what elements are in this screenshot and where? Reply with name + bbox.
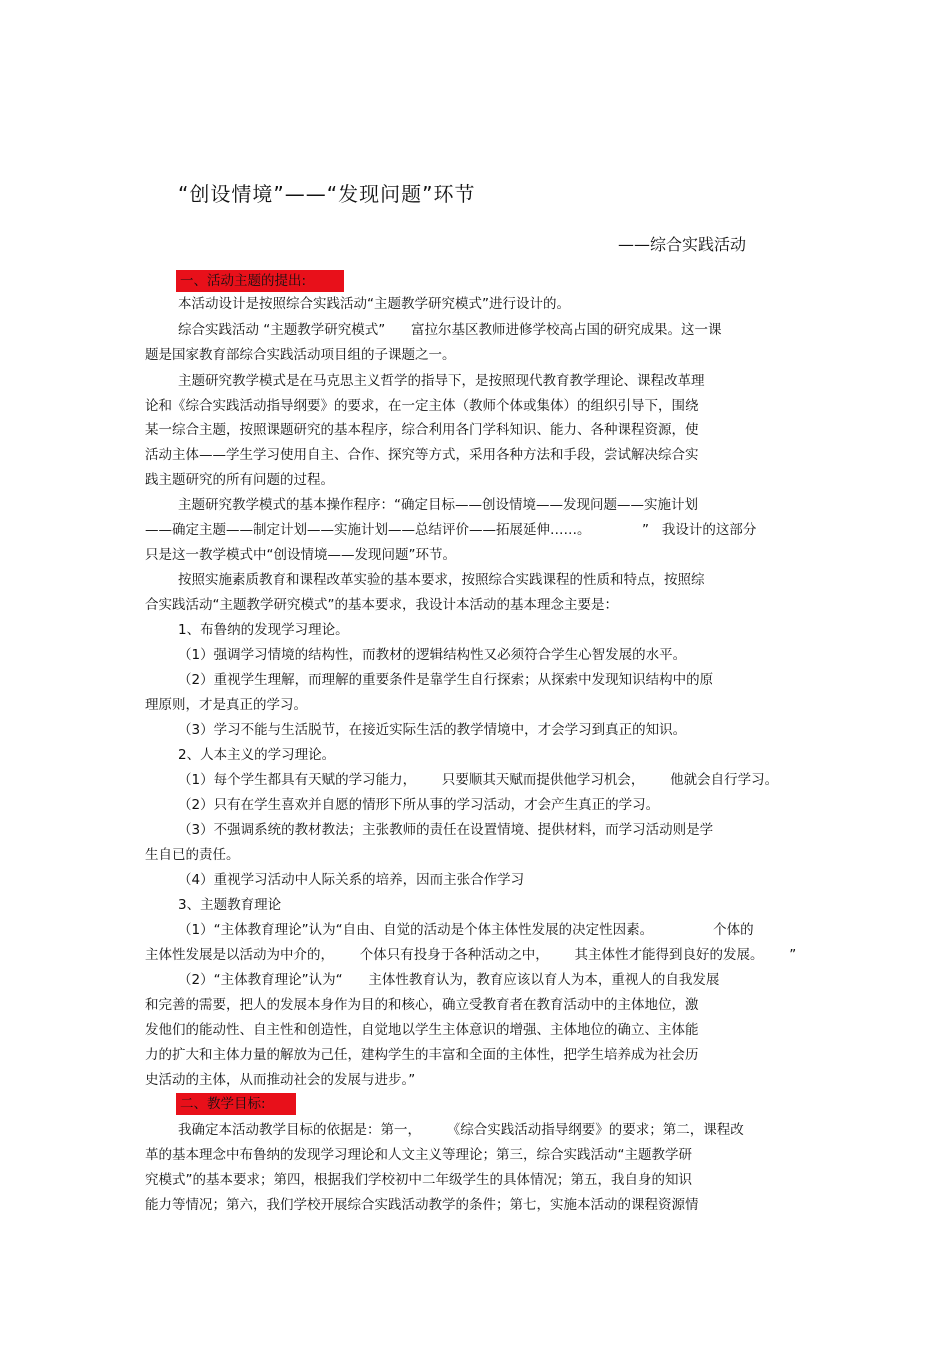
paragraph-line: 究模式”的基本要求；第四，根据我们学校初中二年级学生的具体情况；第五，我自身的知识 [145, 1172, 692, 1188]
paragraph-line: （2）只有在学生喜欢并自愿的情形下所从事的学习活动，才会产生真正的学习。 [178, 797, 660, 813]
paragraph-line: 史活动的主体，从而推动社会的发展与进步。” [145, 1072, 416, 1088]
paragraph-line: 某一综合主题，按照课题研究的基本程序，综合利用各门学科知识、能力、各种课程资源，使 [145, 422, 699, 438]
paragraph-line: 按照实施素质教育和课程改革实验的基本要求，按照综合实践课程的性质和特点，按照综 [178, 572, 705, 588]
paragraph-line: ——确定主题——制定计划——实施计划——总结评价——拓展延伸……。 ” 我设计的这部分 [145, 522, 757, 538]
paragraph-line: 践主题研究的所有问题的过程。 [145, 472, 334, 488]
paragraph-line: 革的基本理念中布鲁纳的发现学习理论和人文主义等理论；第三，综合实践活动“主题教学研 [145, 1147, 692, 1163]
paragraph-line: 综合实践活动 “主题教学研究模式” 富拉尔基区教师进修学校高占国的研究成果。这一课 [178, 322, 722, 338]
paragraph-line: 活动主体——学生学习使用自主、合作、探究等方式，采用各种方法和手段，尝试解决综合实 [145, 447, 699, 463]
paragraph-line: （3）不强调系统的教材教法；主张教师的责任在设置情境、提供材料，而学习活动则是学 [178, 822, 714, 838]
paragraph-line: 合实践活动“主题教学研究模式”的基本要求，我设计本活动的基本理念主要是： [145, 597, 618, 613]
section-heading-1: 一、活动主题的提出: [176, 270, 344, 292]
paragraph-line: 理原则，才是真正的学习。 [145, 697, 307, 713]
paragraph-line: 和完善的需要，把人的发展本身作为目的和核心，确立受教育者在教育活动中的主体地位，激 [145, 997, 699, 1013]
paragraph-line: 主题研究教学模式是在马克思主义哲学的指导下，是按照现代教育教学理论、课程改革理 [178, 373, 705, 389]
paragraph-line: （3）学习不能与生活脱节，在接近实际生活的教学情境中，才会学习到真正的知识。 [178, 722, 687, 738]
paragraph-line: 生自已的责任。 [145, 847, 240, 863]
paragraph-line: （1）“主体教育理论”认为“自由、自觉的活动是个体主体性发展的决定性因素。 个体的 [178, 922, 754, 938]
paragraph-line: 题是国家教育部综合实践活动项目组的子课题之一。 [145, 347, 456, 363]
paragraph-line: 1、布鲁纳的发现学习理论。 [178, 622, 349, 638]
paragraph-line: （1）每个学生都具有天赋的学习能力， 只要顺其天赋而提供他学习机会， 他就会自行学习。 [178, 772, 779, 788]
paragraph-line: 能力等情况；第六，我们学校开展综合实践活动教学的条件；第七，实施本活动的课程资源情 [145, 1197, 699, 1213]
paragraph-line: （1）强调学习情境的结构性，而教材的逻辑结构性又必须符合学生心智发展的水平。 [178, 647, 687, 663]
paragraph-line: 我确定本活动教学目标的依据是：第一， 《综合实践活动指导纲要》的要求；第二，课程改 [178, 1122, 744, 1138]
paragraph-line: 论和《综合实践活动指导纲要》的要求，在一定主体（教师个体或集体）的组织引导下，围绕 [145, 398, 699, 414]
section-heading-2: 二、教学目标: [176, 1093, 296, 1115]
paragraph-line: 2、人本主义的学习理论。 [178, 747, 336, 763]
paragraph-line: 3、主题教育理论 [178, 897, 282, 913]
document-subtitle: ——综合实践活动 [618, 235, 747, 254]
paragraph-line: 只是这一教学模式中“创设情境——发现问题”环节。 [145, 547, 456, 563]
paragraph-line: （2）重视学生理解，而理解的重要条件是靠学生自行探索；从探索中发现知识结构中的原 [178, 672, 714, 688]
document-title: “创设情境”——“发现问题”环节 [178, 182, 476, 206]
paragraph-line: （2）“主体教育理论”认为“ 主体性教育认为，教育应该以育人为本，重视人的自我发展 [178, 972, 720, 988]
paragraph-line: 力的扩大和主体力量的解放为己任，建构学生的丰富和全面的主体性，把学生培养成为社会历 [145, 1047, 699, 1063]
paragraph-line: 主体性发展是以活动为中介的， 个体只有投身于各种活动之中， 其主体性才能得到良好的发展。 ” [145, 947, 797, 963]
paragraph-line: 发他们的能动性、自主性和创造性，自觉地以学生主体意识的增强、主体地位的确立、主体能 [145, 1022, 699, 1038]
paragraph-line: 本活动设计是按照综合实践活动“主题教学研究模式”进行设计的。 [178, 296, 570, 312]
paragraph-line: 主题研究教学模式的基本操作程序：“确定目标——创设情境——发现问题——实施计划 [178, 497, 698, 513]
paragraph-line: （4）重视学习活动中人际关系的培养，因而主张合作学习 [178, 872, 525, 888]
